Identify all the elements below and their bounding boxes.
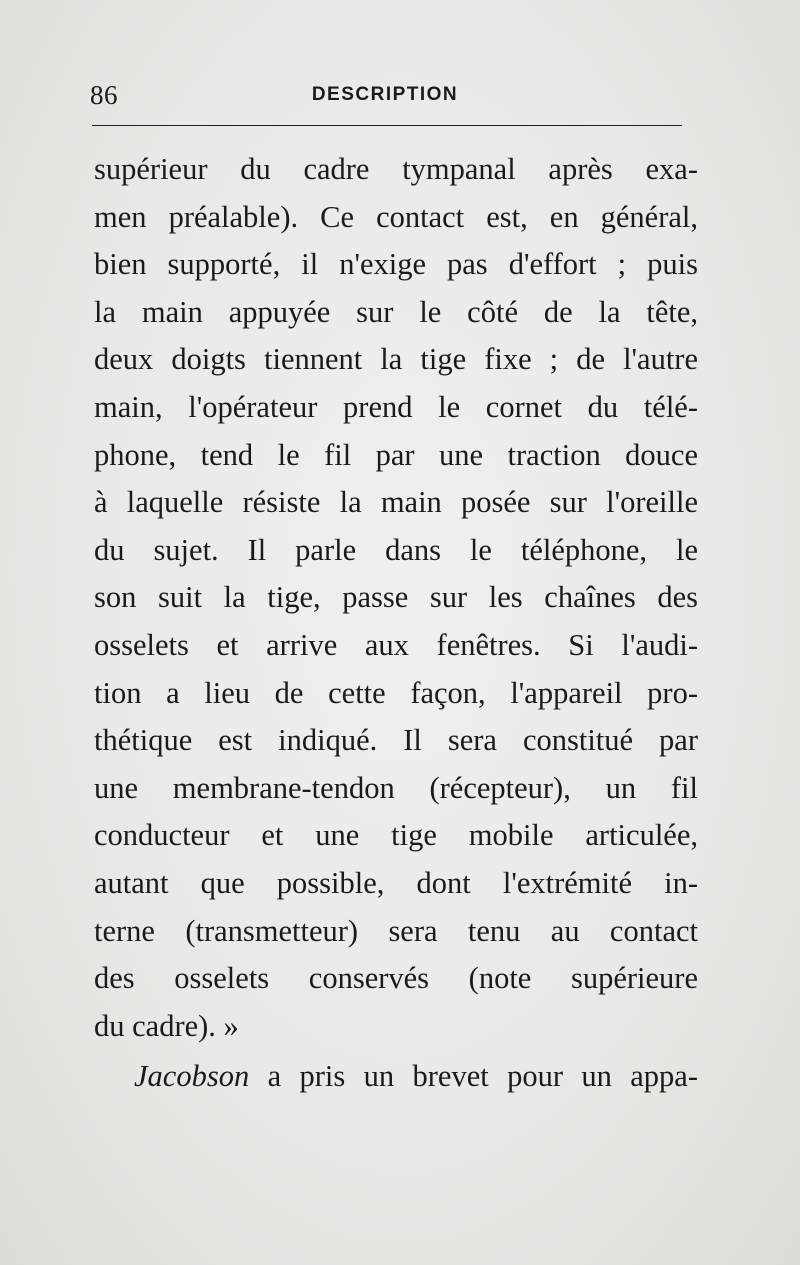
- text-line: des osselets conservés (note supérieure: [94, 961, 698, 996]
- running-title: [0, 84, 770, 106]
- text-line: [94, 1053, 698, 1101]
- text-line: du cadre). »: [94, 1008, 239, 1043]
- text-line: du sujet. Il parle dans le téléphone, le: [94, 532, 698, 567]
- text-line: bien supporté, il n'exige pas d'effort ; puis: [94, 247, 698, 282]
- text-line: supérieur du cadre tympanal après exa-: [94, 152, 698, 186]
- running-title-text: DESCRIPTION: [311, 84, 459, 105]
- paragraph-1: [94, 146, 698, 1050]
- text-line: men préalable). Ce contact est, en général,: [94, 199, 698, 234]
- text-line: la main appuyée sur le côté de la tête,: [94, 294, 698, 329]
- line-remainder: a pris un brevet pour un appa-: [249, 1059, 698, 1094]
- header-rule: [92, 125, 682, 126]
- text-line: thétique est indiqué. Il sera constitué par: [94, 723, 698, 758]
- text-line: à laquelle résiste la main posée sur l'oreille: [94, 485, 698, 520]
- text-line: terne (transmetteur) sera tenu au contact: [94, 913, 698, 948]
- page-number: 86: [90, 80, 118, 110]
- text-line: deux doigts tiennent la tige fixe ; de l'autre: [94, 342, 698, 377]
- text-line: main, l'opérateur prend le cornet du télé-: [94, 389, 698, 424]
- text-line: phone, tend le fil par une traction douce: [94, 437, 698, 472]
- body-text: [94, 146, 698, 1101]
- author-name: Jacobson: [134, 1059, 250, 1094]
- text-line: conducteur et une tige mobile articulée,: [94, 818, 698, 853]
- text-line: autant que possible, dont l'extrémité in-: [94, 865, 698, 900]
- text-line: osselets et arrive aux fenêtres. Si l'audi-: [94, 627, 698, 662]
- text-line: tion a lieu de cette façon, l'appareil pro-: [94, 675, 698, 710]
- text-line: une membrane-tendon (récepteur), un fil: [94, 770, 698, 805]
- paragraph-2: [94, 1053, 698, 1101]
- text-line: son suit la tige, passe sur les chaînes des: [94, 580, 698, 615]
